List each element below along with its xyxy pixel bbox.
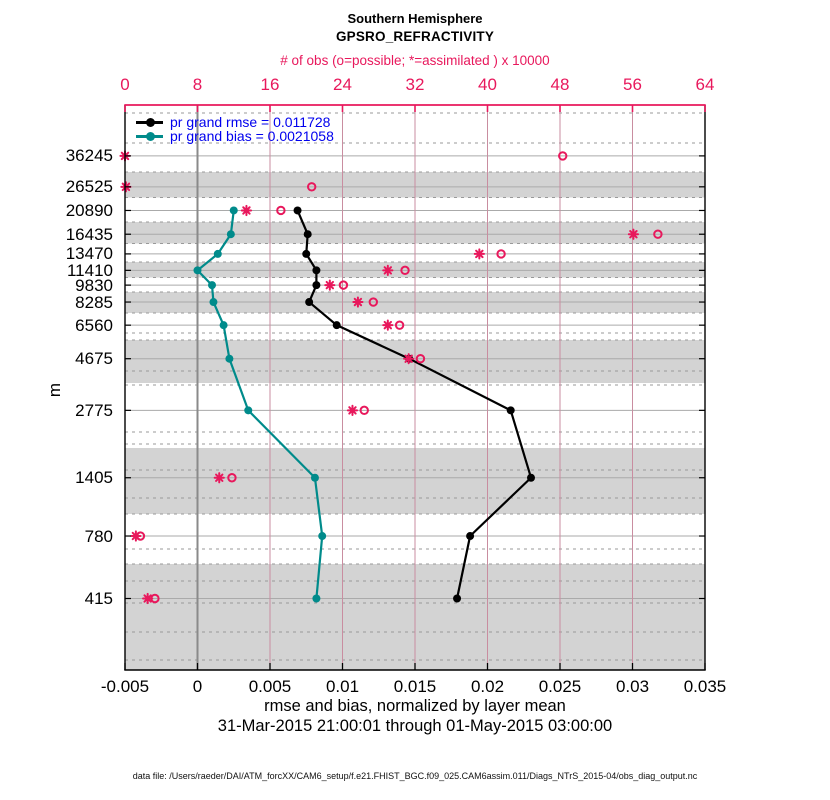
bias-point <box>311 474 319 482</box>
rmse-point <box>333 321 341 329</box>
rmse-point <box>302 250 310 258</box>
assimilated-obs-asterisk <box>348 406 357 415</box>
assimilated-obs-asterisk <box>325 281 334 290</box>
bias-point <box>208 281 216 289</box>
date-range-label: 31-Mar-2015 21:00:01 through 01-May-2015 03:00:00 <box>217 717 613 735</box>
level-tick-label: 16435 <box>65 224 113 244</box>
level-tick-label: 780 <box>84 526 113 546</box>
assimilated-obs-asterisk <box>404 354 413 363</box>
level-tick-label: 13470 <box>65 244 113 264</box>
bias-point <box>225 355 233 363</box>
rmse-point <box>507 406 515 414</box>
top-axis-tick-label: 8 <box>192 75 203 94</box>
top-axis-tick-label: 0 <box>120 75 130 94</box>
rmse-point <box>305 298 313 306</box>
bias-point <box>220 321 228 329</box>
rmse-point <box>527 474 535 482</box>
top-axis-tick-label: 16 <box>260 75 280 94</box>
assimilated-obs-asterisk <box>131 531 140 540</box>
bias-point <box>227 230 235 238</box>
level-tick-label: 2775 <box>75 400 113 420</box>
level-tick-label: 26525 <box>65 177 113 197</box>
bias-point <box>209 298 217 306</box>
bottom-axis-tick-label: 0.025 <box>538 677 582 696</box>
assimilated-obs-asterisk <box>475 249 484 258</box>
bottom-axis-tick-label: 0.035 <box>683 677 727 696</box>
bottom-axis-tick-label: 0.03 <box>615 677 650 696</box>
legend-entry-bias <box>136 129 334 143</box>
bottom-axis-tick-label: 0.015 <box>393 677 437 696</box>
top-axis-tick-label: 24 <box>333 75 352 94</box>
rmse-point <box>466 532 474 540</box>
top-axis-label: # of obs (o=possible; *=assimilated ) x 10000 <box>280 53 550 68</box>
bias-point <box>214 250 222 258</box>
top-axis-tick-label: 40 <box>478 75 497 94</box>
assimilated-obs-asterisk <box>383 266 392 275</box>
bias-point <box>230 206 238 214</box>
bottom-axis-tick-label: -0.005 <box>100 677 150 696</box>
top-axis-tick-label: 64 <box>695 75 715 94</box>
y-axis-label: m <box>45 382 65 398</box>
top-axis-tick-label: 32 <box>405 75 425 94</box>
rmse-line-swatch <box>136 121 163 124</box>
top-axis-tick-label: 56 <box>623 75 642 94</box>
assimilated-obs-asterisk <box>242 206 251 215</box>
assimilated-obs-asterisk <box>383 321 392 330</box>
level-tick-label: 6560 <box>75 315 113 335</box>
bias-point <box>244 406 252 414</box>
top-axis-tick-label: 48 <box>550 75 570 94</box>
level-tick-label: 20890 <box>65 200 113 220</box>
rmse-point <box>312 266 320 274</box>
bias-point <box>194 266 202 274</box>
rmse-point <box>294 206 302 214</box>
rmse-point <box>304 230 312 238</box>
level-tick-label: 1405 <box>75 468 113 488</box>
bottom-axis-tick-label: 0.02 <box>470 677 505 696</box>
bias-line-swatch <box>136 135 163 138</box>
bias-point <box>312 595 320 603</box>
data-file-path: data file: /Users/raeder/DAI/ATM_forcXX/CAM6_setup/f.e21.FHIST_BGC.f09_025.CAM6assim.011/Diags_NTrS_2015-04/obs_diag_output.nc <box>132 771 698 781</box>
bias-point <box>318 532 326 540</box>
level-tick-label: 9830 <box>75 275 113 295</box>
level-tick-label: 415 <box>84 589 113 608</box>
assimilated-obs-asterisk <box>353 297 362 306</box>
legend-bias-label: pr grand bias = 0.0021058 <box>170 128 334 144</box>
assimilated-obs-asterisk <box>629 230 638 239</box>
bottom-axis-tick-label: 0.01 <box>325 677 360 696</box>
x-axis-label: rmse and bias, normalized by layer mean <box>264 697 566 715</box>
level-tick-label: 8285 <box>75 292 113 312</box>
bottom-axis-tick-label: 0.005 <box>248 677 292 696</box>
chart-title: Southern Hemisphere <box>347 11 483 26</box>
bottom-axis-tick-label: 0 <box>192 677 203 696</box>
assimilated-obs-asterisk <box>143 594 152 603</box>
assimilated-obs-asterisk <box>215 473 224 482</box>
legend-entry-rmse <box>136 115 330 129</box>
level-tick-label: 11410 <box>66 260 113 280</box>
rmse-point <box>453 595 461 603</box>
rmse-point <box>312 281 320 289</box>
chart-subtitle: GPSRO_REFRACTIVITY <box>335 29 495 44</box>
level-tick-label: 36245 <box>65 146 113 166</box>
bias-marker-dot <box>146 132 155 141</box>
level-tick-label: 4675 <box>75 349 113 369</box>
rmse-marker-dot <box>146 118 155 127</box>
legend-rmse-label: pr grand rmse = 0.011728 <box>170 114 331 130</box>
